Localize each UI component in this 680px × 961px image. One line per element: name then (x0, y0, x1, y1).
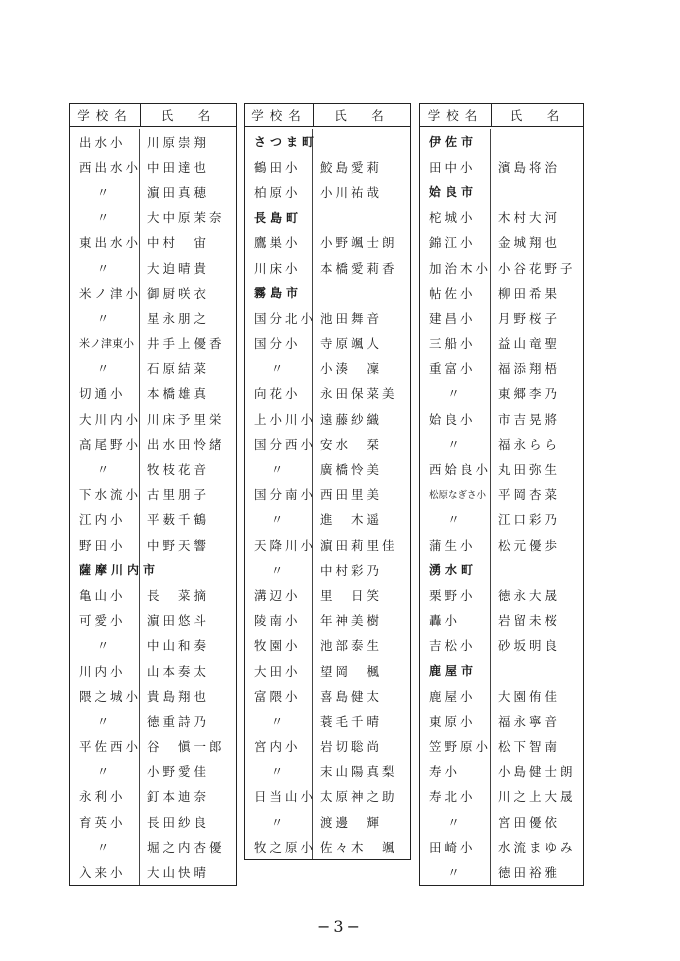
student-name: 中村 宙 (147, 235, 210, 251)
school-name: 建昌小 (420, 305, 491, 330)
school-name: 亀山小 (70, 582, 140, 607)
table-row (420, 834, 583, 859)
table-row (70, 255, 236, 280)
table-row (70, 129, 236, 154)
table-row (70, 608, 236, 633)
table-row (420, 683, 583, 708)
student-name: 中村彩乃 (320, 562, 383, 578)
table-row (420, 230, 583, 255)
school-name: 東原小 (420, 708, 491, 733)
school-name: 東出水小 (70, 230, 140, 255)
school-name: 〃 (70, 305, 140, 330)
table-row (245, 381, 410, 406)
school-name: 加治木小 (420, 255, 491, 280)
section-row (245, 205, 410, 230)
table-row (70, 532, 236, 557)
school-name: 〃 (70, 708, 140, 733)
table-row (420, 331, 583, 356)
school-name: 三船小 (420, 331, 491, 356)
student-name: 井手上優香 (147, 336, 225, 352)
student-name (313, 280, 320, 305)
school-name: 吉松小 (420, 633, 491, 658)
table-row (245, 305, 410, 330)
school-name: 寿北小 (420, 784, 491, 809)
city-name: 霧島市 (245, 280, 313, 305)
table-row (245, 456, 410, 481)
school-name: 大川内小 (70, 406, 140, 431)
school-name: 松原なぎさ小 (420, 482, 491, 507)
student-name: 濱島将治 (498, 159, 561, 175)
student-name: 金城翔也 (498, 235, 561, 251)
school-name: 〃 (70, 356, 140, 381)
table-row (70, 809, 236, 834)
header-school: 学校名 (70, 104, 141, 126)
student-name: 大迫晴貴 (147, 260, 210, 276)
table-row (245, 356, 410, 381)
student-name: 永田保菜美 (320, 386, 398, 402)
student-name: 長田紗良 (147, 814, 210, 830)
student-name: 砂坂明良 (498, 638, 561, 654)
table-row (70, 834, 236, 859)
school-name: 〃 (420, 809, 491, 834)
table-row (420, 406, 583, 431)
school-name: 大田小 (245, 658, 313, 683)
table-row (70, 784, 236, 809)
table-row (420, 784, 583, 809)
section-row (420, 129, 583, 154)
school-name: 日当山小 (245, 784, 313, 809)
student-name: 小野颯士朗 (320, 235, 398, 251)
school-name: 陵南小 (245, 608, 313, 633)
school-name: 国分小 (245, 331, 313, 356)
table-row (420, 205, 583, 230)
student-name: 貴島翔也 (147, 688, 210, 704)
section-row (420, 658, 583, 683)
table-row (70, 658, 236, 683)
student-name: 安水 栞 (320, 436, 383, 452)
table-row (70, 381, 236, 406)
student-name: 古里朋子 (147, 487, 210, 503)
student-name: 谷 愼一郎 (147, 739, 225, 755)
table-row (420, 305, 583, 330)
table-row (70, 859, 236, 884)
table-row (245, 406, 410, 431)
city-name: 伊佐市 (420, 129, 491, 154)
student-name: 本橋愛莉香 (320, 260, 398, 276)
section-row (70, 557, 236, 582)
student-name: 福添翔梧 (498, 361, 561, 377)
school-name: 田崎小 (420, 834, 491, 859)
school-name: 〃 (70, 759, 140, 784)
table-row (245, 809, 410, 834)
student-name (491, 658, 498, 683)
student-name: 徳重詩乃 (147, 713, 210, 729)
table-row (245, 507, 410, 532)
table-header (245, 104, 410, 127)
table-row (70, 205, 236, 230)
school-name: 〃 (70, 255, 140, 280)
school-name: 〃 (245, 759, 313, 784)
school-name: 牧園小 (245, 633, 313, 658)
table-row (245, 331, 410, 356)
city-name: さつま町 (245, 129, 313, 154)
table-row (420, 255, 583, 280)
student-name: 進 木遥 (320, 512, 383, 528)
table-row (70, 406, 236, 431)
header-school: 学校名 (420, 104, 492, 126)
table-row (245, 683, 410, 708)
school-name: 米ノ津東小 (70, 331, 140, 356)
student-name (313, 205, 320, 230)
student-name: 廣橋怜美 (320, 462, 383, 478)
student-name: 濵田悠斗 (147, 613, 210, 629)
table-row (245, 834, 410, 859)
table-row (245, 708, 410, 733)
student-name: 小谷花野子 (498, 260, 576, 276)
student-name: 寺原颯人 (320, 336, 383, 352)
student-name: 釘本迪奈 (147, 789, 210, 805)
table-row (70, 356, 236, 381)
student-name: 鮫島愛莉 (320, 159, 383, 175)
student-name: 遠藤紗織 (320, 411, 383, 427)
student-name: 星永朋之 (147, 310, 210, 326)
table-row (420, 280, 583, 305)
student-name: 御厨咲衣 (147, 285, 210, 301)
table-row (70, 154, 236, 179)
student-name: 長 菜摘 (147, 587, 210, 603)
student-name: 小湊 凜 (320, 361, 383, 377)
student-name: 益山竜聖 (498, 336, 561, 352)
table-header (70, 104, 236, 127)
table-row (420, 633, 583, 658)
table-row (420, 708, 583, 733)
student-name (491, 129, 498, 154)
student-name: 大園侑佳 (498, 688, 561, 704)
table-row (70, 633, 236, 658)
school-name: 下水流小 (70, 482, 140, 507)
student-name: 年神美樹 (320, 613, 383, 629)
school-name: 国分北小 (245, 305, 313, 330)
student-name: 出水田怜緒 (147, 436, 225, 452)
student-name: 池部泰生 (320, 638, 383, 654)
section-row (245, 280, 410, 305)
table-row (70, 708, 236, 733)
table-row (245, 255, 410, 280)
table-header (420, 104, 583, 127)
student-name: 川之上大晟 (498, 789, 576, 805)
city-name: 姶良市 (420, 179, 491, 204)
school-name: 隈之城小 (70, 683, 140, 708)
school-name: 〃 (70, 456, 140, 481)
school-name: 川内小 (70, 658, 140, 683)
student-name: 宮田優依 (498, 814, 561, 830)
student-name: 堀之内杏優 (147, 839, 225, 855)
table-row (70, 280, 236, 305)
school-name: 国分西小 (245, 431, 313, 456)
table-row (245, 582, 410, 607)
school-name: 川床小 (245, 255, 313, 280)
school-name: 米ノ津小 (70, 280, 140, 305)
table-row (245, 784, 410, 809)
school-name: 〃 (420, 859, 491, 884)
school-name: 鶴田小 (245, 154, 313, 179)
school-name: 柁城小 (420, 205, 491, 230)
school-name: 〃 (245, 708, 313, 733)
student-name: 大山快晴 (147, 865, 210, 881)
table-row (245, 608, 410, 633)
student-name (140, 557, 147, 582)
student-name: 松下智南 (498, 739, 561, 755)
table-row (420, 456, 583, 481)
table-row (245, 482, 410, 507)
table-row (245, 734, 410, 759)
table-row (70, 431, 236, 456)
table-row (70, 230, 236, 255)
student-name: 東郷李乃 (498, 386, 561, 402)
school-name: 〃 (245, 507, 313, 532)
table-row (245, 230, 410, 255)
student-name: 渡邊 輝 (320, 814, 383, 830)
table-row (70, 331, 236, 356)
table-row (70, 683, 236, 708)
student-name: 平岡杏菜 (498, 487, 561, 503)
student-name: 松元優歩 (498, 537, 561, 553)
student-name: 中山和奏 (147, 638, 210, 654)
header-school: 学校名 (245, 104, 314, 126)
student-name: 川床予里栄 (147, 411, 225, 427)
header-name: 氏 名 (334, 108, 390, 123)
header-name: 氏 名 (509, 108, 566, 123)
table-row (245, 658, 410, 683)
school-name: 西姶良小 (420, 456, 491, 481)
student-name: 川原崇翔 (147, 134, 210, 150)
school-name: 平佐西小 (70, 734, 140, 759)
section-row (420, 179, 583, 204)
school-name: 笠野原小 (420, 734, 491, 759)
student-name: 石原結菜 (147, 361, 210, 377)
student-name: 池田舞音 (320, 310, 383, 326)
school-name: 出水小 (70, 129, 140, 154)
student-name: 末山陽真梨 (320, 764, 398, 780)
school-name: 〃 (245, 456, 313, 481)
school-name: 野田小 (70, 532, 140, 557)
table-row (420, 582, 583, 607)
table-row (245, 154, 410, 179)
table-row (420, 381, 583, 406)
school-name: 〃 (245, 557, 313, 582)
student-name: 江口彩乃 (498, 512, 561, 528)
table-row (70, 456, 236, 481)
student-name: 佐々木 颯 (320, 839, 398, 855)
school-name: 高尾野小 (70, 431, 140, 456)
section-row (245, 129, 410, 154)
student-name: 蓑毛千晴 (320, 713, 383, 729)
student-name: 中田達也 (147, 159, 210, 175)
table-row (420, 759, 583, 784)
school-name: 〃 (70, 205, 140, 230)
table-row (420, 809, 583, 834)
school-name: 錦江小 (420, 230, 491, 255)
student-name: 柳田希果 (498, 285, 561, 301)
school-name: 田中小 (420, 154, 491, 179)
school-name: 富隈小 (245, 683, 313, 708)
school-table-2 (244, 103, 411, 860)
table-row (420, 859, 583, 884)
school-name: 帖佐小 (420, 280, 491, 305)
student-name: 牧枝花音 (147, 462, 210, 478)
student-name (491, 557, 498, 582)
school-name: 溝辺小 (245, 582, 313, 607)
school-name: 〃 (245, 356, 313, 381)
school-name: 鹿屋小 (420, 683, 491, 708)
student-name: 月野桜子 (498, 310, 561, 326)
table-row (70, 179, 236, 204)
page-number: −3− (317, 917, 363, 936)
city-name: 長島町 (245, 205, 313, 230)
student-name: 里 日笑 (320, 587, 383, 603)
student-name: 平薮千鶴 (147, 512, 210, 528)
student-name: 濵田莉里佳 (320, 537, 398, 553)
student-name: 大中原茉奈 (147, 210, 225, 226)
table-row (420, 532, 583, 557)
school-name: 西出水小 (70, 154, 140, 179)
student-name: 望岡 楓 (320, 663, 383, 679)
city-name: 鹿屋市 (420, 658, 491, 683)
school-name: 〃 (70, 179, 140, 204)
student-name (313, 129, 320, 154)
student-name: 岩切聡尚 (320, 739, 383, 755)
school-name: 江内小 (70, 507, 140, 532)
school-name: 寿小 (420, 759, 491, 784)
school-name: 重富小 (420, 356, 491, 381)
table-row (70, 582, 236, 607)
student-name: 徳田裕雅 (498, 865, 561, 881)
school-name: 栗野小 (420, 582, 491, 607)
table-row (420, 734, 583, 759)
student-name: 太原神之助 (320, 789, 398, 805)
student-name: 中野天響 (147, 537, 210, 553)
school-name: 国分南小 (245, 482, 313, 507)
school-name: 〃 (420, 507, 491, 532)
school-name: 蒲生小 (420, 532, 491, 557)
table-row (70, 305, 236, 330)
student-name: 水流まゆみ (498, 839, 576, 855)
school-table-3 (419, 103, 584, 886)
school-name: 〃 (420, 381, 491, 406)
student-name: 福永寧音 (498, 713, 561, 729)
table-row (420, 356, 583, 381)
school-name: 〃 (245, 809, 313, 834)
student-name: 福永らら (498, 436, 561, 452)
student-name: 岩留未桜 (498, 613, 561, 629)
school-name: 宮内小 (245, 734, 313, 759)
table-row (70, 759, 236, 784)
table-row (245, 633, 410, 658)
school-name: 〃 (70, 633, 140, 658)
table-row (245, 759, 410, 784)
student-name: 濵田真穂 (147, 184, 210, 200)
table-row (245, 431, 410, 456)
table-row (420, 431, 583, 456)
student-name: 徳永大晟 (498, 587, 561, 603)
school-name: 天降川小 (245, 532, 313, 557)
table-row (70, 734, 236, 759)
student-name: 本橋雄真 (147, 386, 210, 402)
table-row (420, 482, 583, 507)
table-row (70, 482, 236, 507)
table-row (245, 179, 410, 204)
school-name: 柏原小 (245, 179, 313, 204)
student-name: 小川祐哉 (320, 184, 383, 200)
school-name: 育英小 (70, 809, 140, 834)
school-name: 切通小 (70, 381, 140, 406)
school-name: 永利小 (70, 784, 140, 809)
school-name: 入来小 (70, 859, 140, 884)
header-name: 氏 名 (160, 108, 217, 123)
school-name: 可愛小 (70, 608, 140, 633)
school-name: 姶良小 (420, 406, 491, 431)
table-row (70, 507, 236, 532)
student-name: 西田里美 (320, 487, 383, 503)
table-row (245, 557, 410, 582)
school-name: 向花小 (245, 381, 313, 406)
school-table-1 (69, 103, 237, 886)
student-name (491, 179, 498, 204)
student-name: 小島健士朗 (498, 764, 576, 780)
school-name: 〃 (420, 431, 491, 456)
student-name: 木村大河 (498, 210, 561, 226)
school-name: 轟小 (420, 608, 491, 633)
student-name: 山本奏太 (147, 663, 210, 679)
city-name: 薩摩川内市 (70, 557, 140, 582)
table-row (420, 608, 583, 633)
table-row (245, 532, 410, 557)
student-name: 市吉晃將 (498, 411, 561, 427)
section-row (420, 557, 583, 582)
school-name: 上小川小 (245, 406, 313, 431)
school-name: 〃 (70, 834, 140, 859)
table-row (420, 507, 583, 532)
student-name: 喜島健太 (320, 688, 383, 704)
city-name: 湧水町 (420, 557, 491, 582)
school-name: 鷹巣小 (245, 230, 313, 255)
student-name: 丸田弥生 (498, 462, 561, 478)
school-name: 牧之原小 (245, 834, 313, 859)
table-row (420, 154, 583, 179)
student-name: 小野愛佳 (147, 764, 210, 780)
